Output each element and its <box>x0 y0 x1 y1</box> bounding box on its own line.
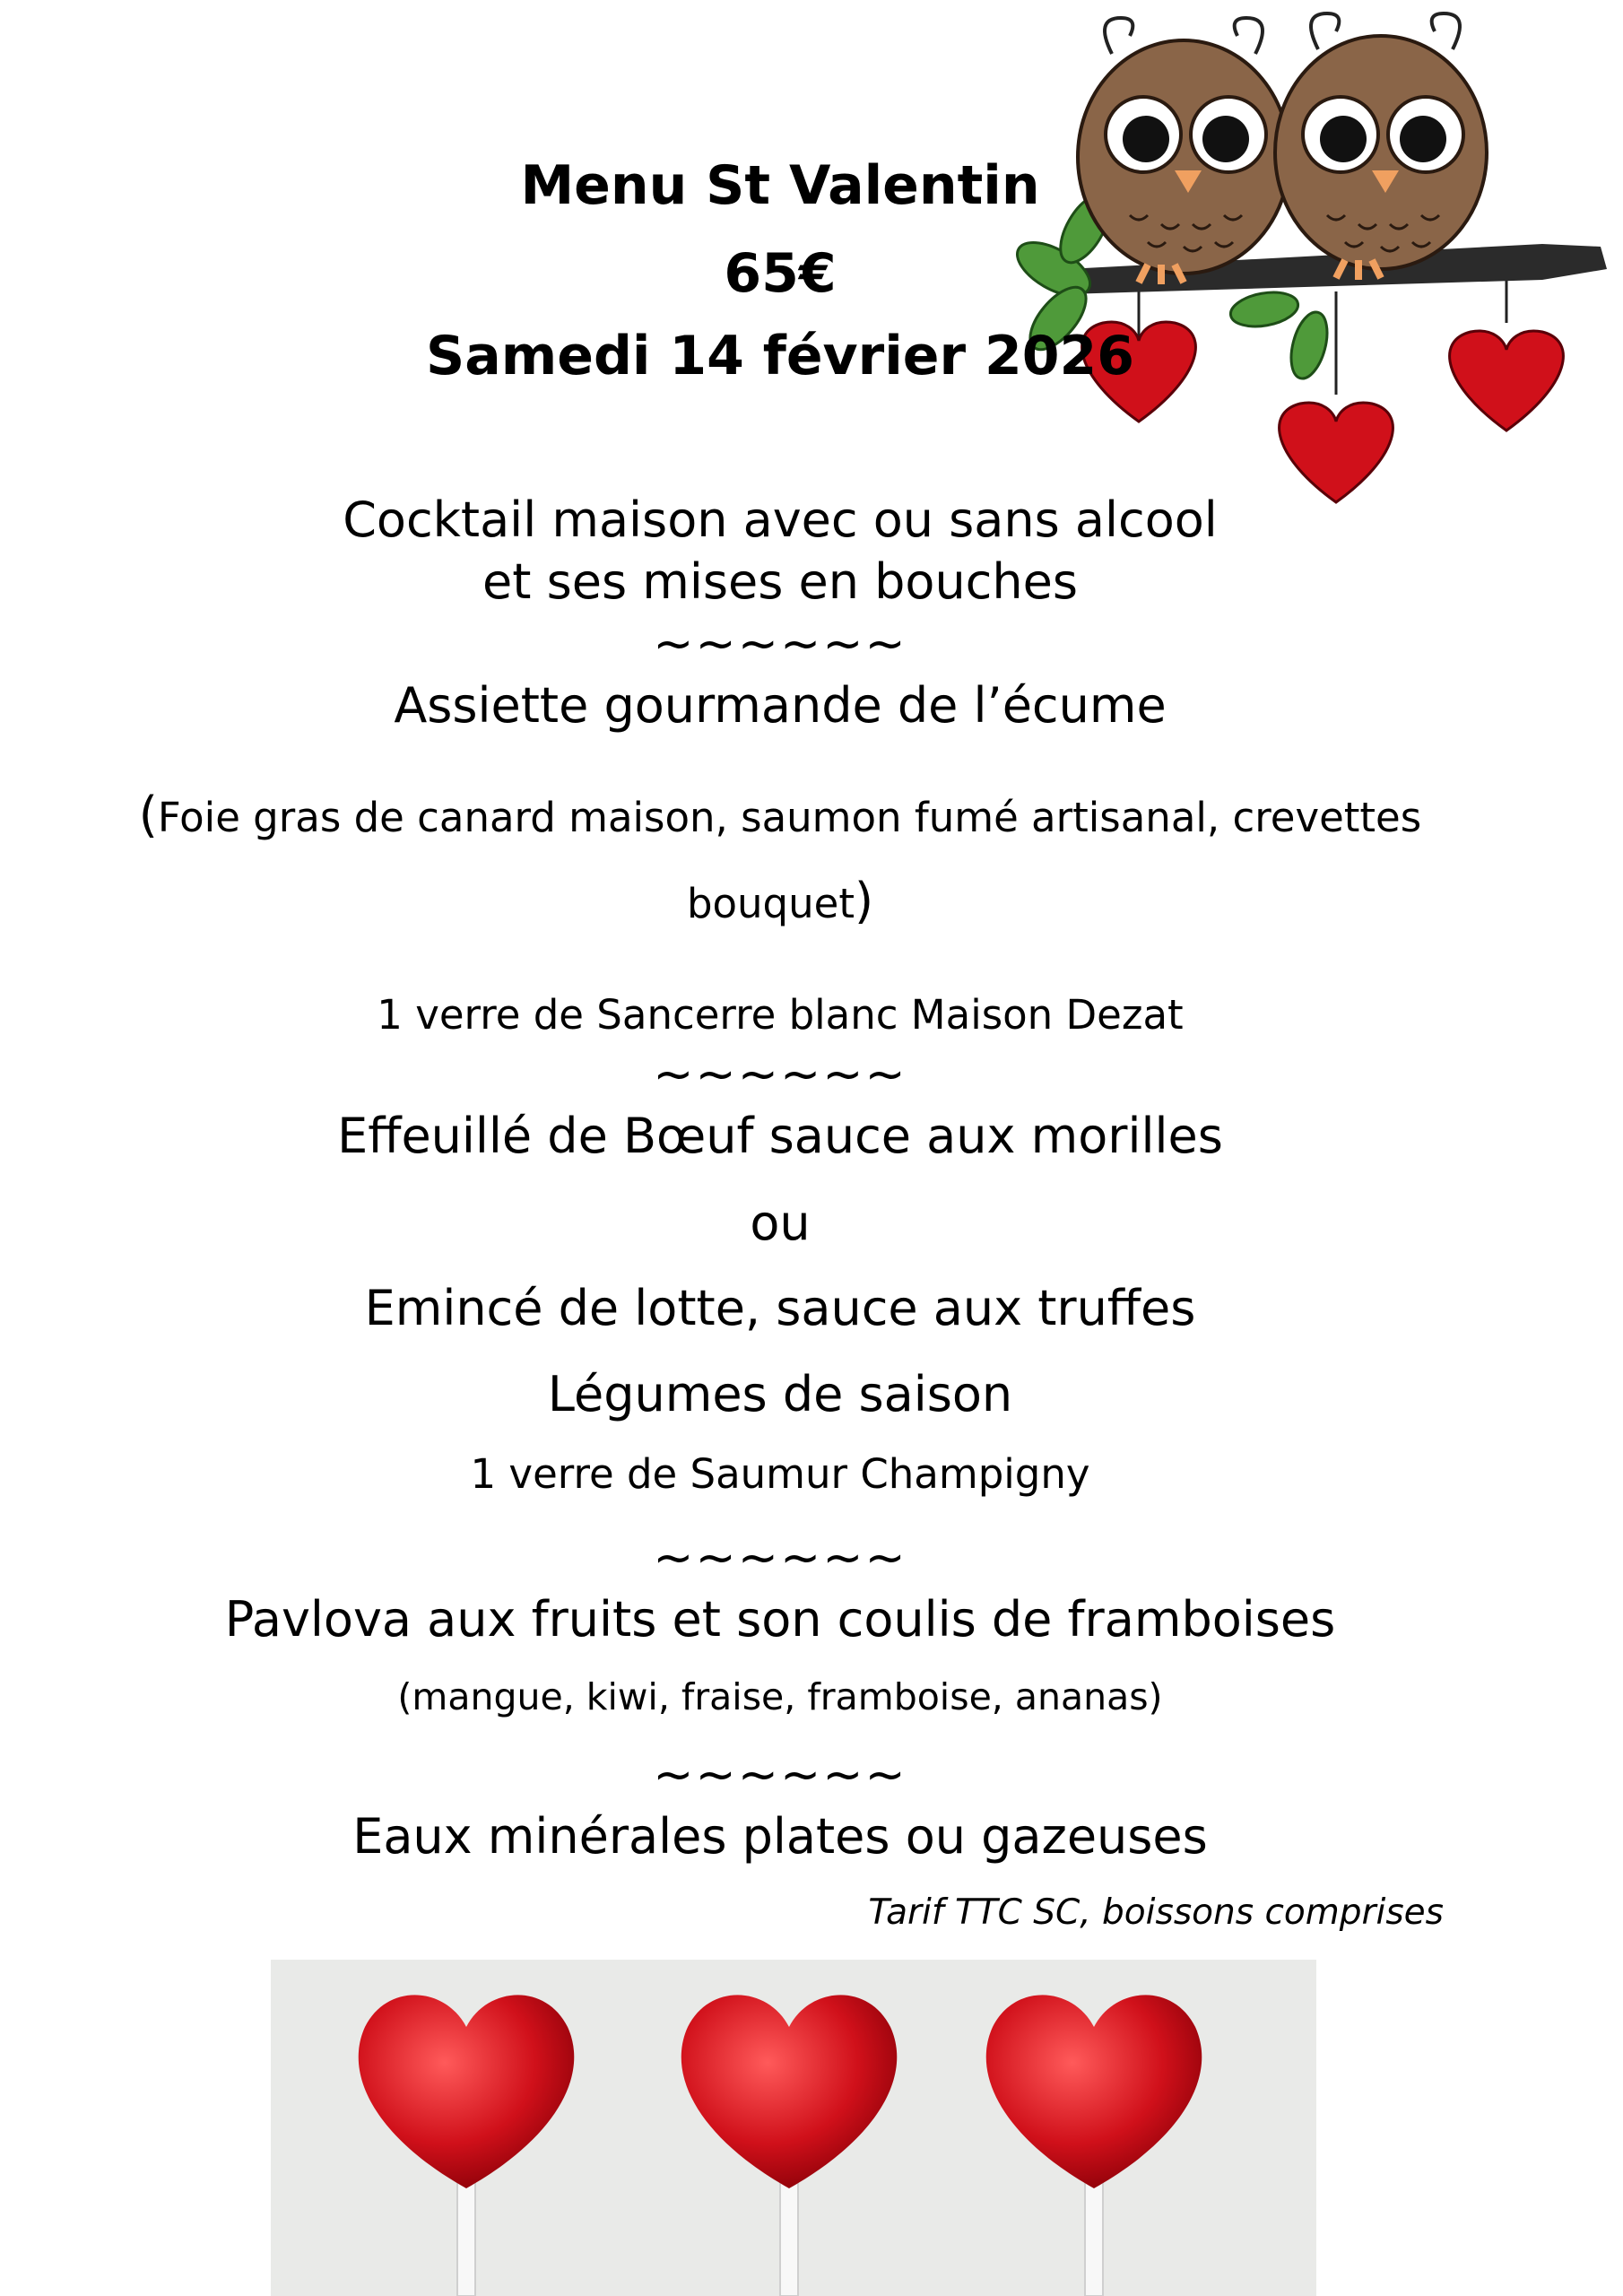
wine-1: 1 verre de Sancerre blanc Maison Dezat <box>377 991 1184 1039</box>
dessert-detail: (mangue, kiwi, fraise, framboise, ananas) <box>397 1675 1163 1718</box>
heart-lollipops-photo <box>271 1960 1316 2296</box>
open-paren: ( <box>138 787 158 843</box>
menu-date: Samedi 14 février 2026 <box>426 325 1134 387</box>
separator-3: ~~~~~~ <box>653 1529 907 1586</box>
menu-title: Menu St Valentin <box>520 154 1040 217</box>
starter-detail-text-2: bouquet <box>686 880 855 927</box>
main-course-2: Emincé de lotte, sauce aux truffes <box>364 1280 1196 1336</box>
close-paren: ) <box>854 873 874 929</box>
starter-detail-line-1 <box>0 787 1560 843</box>
separator-4: ~~~~~~ <box>653 1746 907 1803</box>
main-course-1: Effeuillé de Bœuf sauce aux morilles <box>337 1108 1223 1164</box>
price-note: Tarif TTC SC, boissons comprises <box>868 1892 1444 1933</box>
aperitif-line-2: et ses mises en bouches <box>482 553 1078 610</box>
starter-title: Assiette gourmande de l’écume <box>394 677 1167 734</box>
water-line: Eaux minérales plates ou gazeuses <box>352 1808 1208 1865</box>
wine-2: 1 verre de Saumur Champigny <box>470 1450 1090 1498</box>
separator-2: ~~~~~~ <box>653 1046 907 1102</box>
separator-1: ~~~~~~ <box>653 615 907 672</box>
side-dish: Légumes de saison <box>547 1366 1013 1422</box>
starter-detail-line-2 <box>0 873 1560 929</box>
starter-detail-text-1: Foie gras de canard maison, saumon fumé artisanal, crevettes <box>157 794 1422 841</box>
or-word: ou <box>750 1195 811 1251</box>
dessert-title: Pavlova aux fruits et son coulis de framboises <box>224 1591 1336 1648</box>
aperitif-line-1: Cocktail maison avec ou sans alcool <box>343 491 1218 548</box>
menu-price: 65€ <box>724 242 837 305</box>
